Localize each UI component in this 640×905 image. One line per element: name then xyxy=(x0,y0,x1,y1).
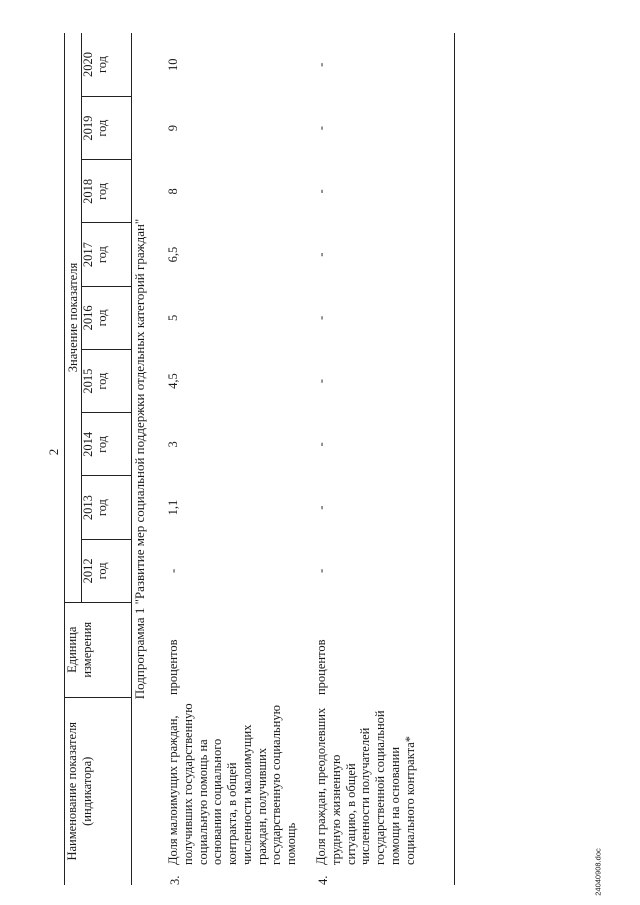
header-year: 2012 год xyxy=(82,539,132,602)
value-cell: - xyxy=(314,252,328,257)
value-cell: 10 xyxy=(166,58,180,71)
value-cell: 5 xyxy=(166,314,180,321)
value-cell: - xyxy=(314,126,328,131)
header-year: 2016 год xyxy=(82,286,132,349)
header-row xyxy=(65,33,82,885)
header-year: 2018 год xyxy=(82,160,132,223)
unit-cell: процентов xyxy=(314,639,328,696)
value-cell: - xyxy=(314,505,328,510)
table-row xyxy=(166,33,314,885)
indicator-name-cell xyxy=(166,697,314,885)
value-cell: - xyxy=(314,442,328,447)
value-cell: 1,1 xyxy=(166,499,180,516)
value-cell: 8 xyxy=(166,188,180,195)
header-year: 2017 год xyxy=(82,223,132,286)
header-year: 2014 год xyxy=(82,413,132,476)
rotated-page-content xyxy=(64,25,564,885)
value-cell: 6,5 xyxy=(166,246,180,263)
header-values-group: Значение показателя xyxy=(65,33,82,602)
header-year: 2015 год xyxy=(82,349,132,412)
page-number: 2 xyxy=(46,448,61,456)
header-year: 2013 год xyxy=(82,476,132,539)
indicator-name: Доля граждан, преодолевших трудную жизненную ситуацию, в общей численности получателей государственной социальной помощи на основании социального контракта* xyxy=(314,707,417,865)
indicator-name-cell xyxy=(314,697,455,885)
header-year: 2020 год xyxy=(82,33,132,96)
header-year: 2019 год xyxy=(82,96,132,159)
table-row xyxy=(314,33,455,885)
header-indicator-name: Наименование показателя (индикатора) xyxy=(65,697,132,885)
header-unit: Единица измерения xyxy=(65,602,132,697)
row-number: 4. xyxy=(316,875,330,885)
subprogram-title: Подпрограмма 1 "Развитие мер социальной поддержки отдельных категорий граждан" xyxy=(132,218,147,700)
value-cell: - xyxy=(314,379,328,384)
value-cell: - xyxy=(314,189,328,194)
value-cell: 3 xyxy=(166,441,180,448)
document-id: 24040908.doc xyxy=(593,848,603,896)
value-cell: - xyxy=(314,315,328,320)
value-cell: - xyxy=(314,568,328,573)
value-cell: - xyxy=(314,62,328,67)
value-cell: 4,5 xyxy=(166,373,180,389)
unit-cell: процентов xyxy=(166,639,180,696)
value-cell: - xyxy=(166,568,180,573)
value-cell: 9 xyxy=(166,124,180,132)
row-number: 3. xyxy=(168,875,182,885)
indicators-table xyxy=(64,33,455,885)
table-bottom-rule xyxy=(455,33,456,885)
subprogram-row xyxy=(132,33,167,885)
indicator-name: Доля малоимущих граждан, получивших государственную социальную помощь на основании социального контракта, в общей численности малоимущих граждан, получивших государственную социальную помощь xyxy=(166,703,298,865)
